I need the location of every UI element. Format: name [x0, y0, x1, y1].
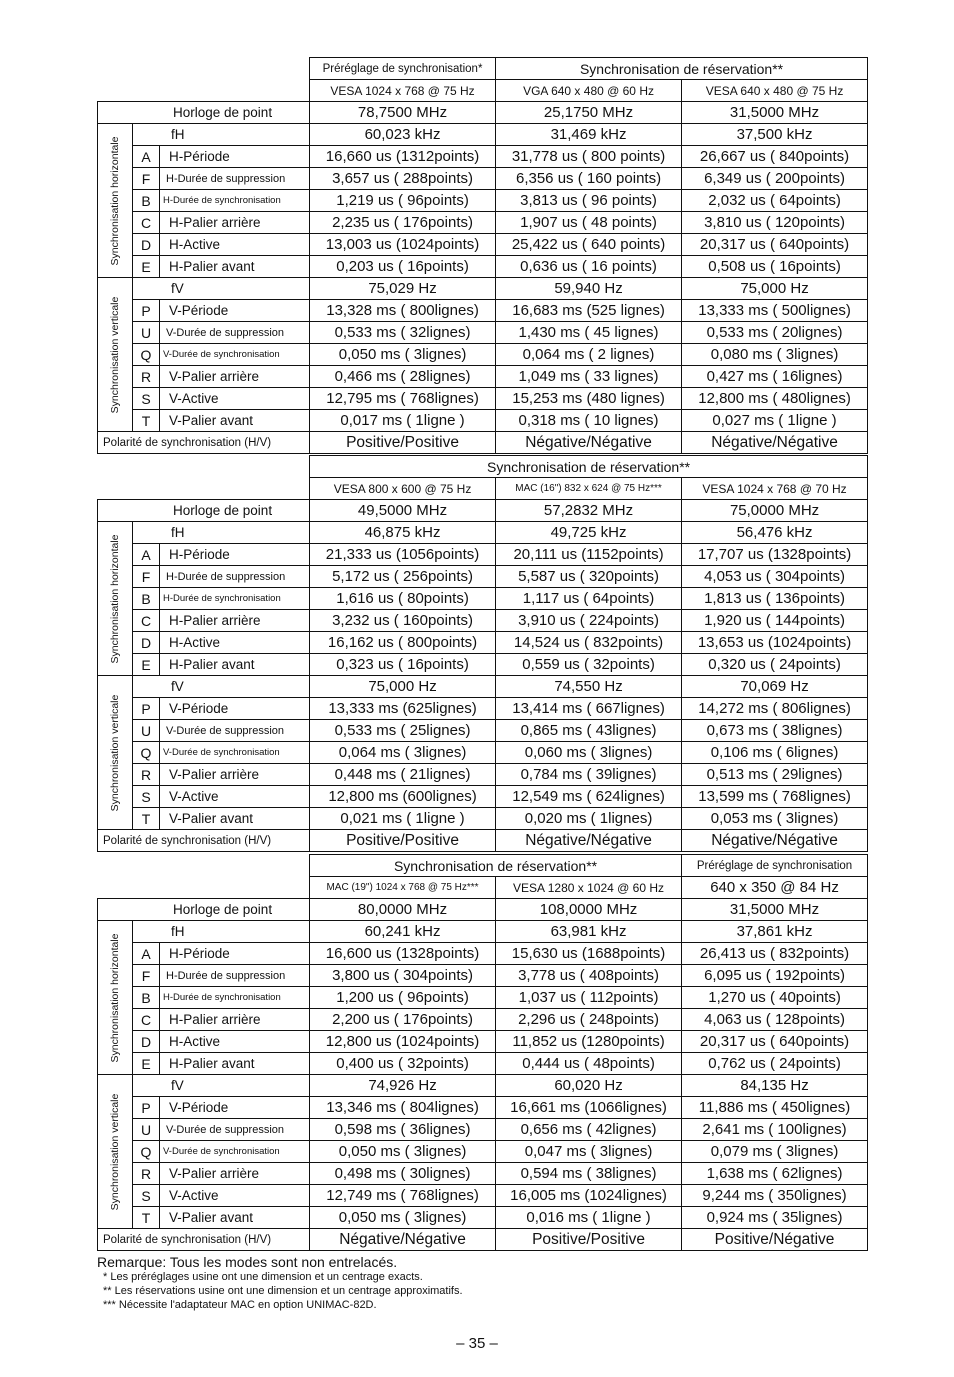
cell: 13,653 us (1024points) — [682, 632, 868, 654]
mode-header: VGA 640 x 480 @ 60 Hz — [496, 80, 682, 102]
fv-value: 75,000 Hz — [682, 278, 868, 300]
row-letter: B — [133, 190, 160, 212]
timing-table-3 — [97, 854, 868, 1251]
cell: 0,673 ms ( 38lignes) — [682, 720, 868, 742]
cell: 12,795 ms ( 768lignes) — [310, 388, 496, 410]
cell: 12,800 us (1024points) — [310, 1031, 496, 1053]
cell: 0,050 ms ( 3lignes) — [310, 1141, 496, 1163]
footnote: * Les préréglages usine ont une dimension et un centrage exacts. — [103, 1271, 423, 1283]
row-label: V-Active — [160, 786, 310, 808]
dot-clock-value: 75,0000 MHz — [682, 500, 868, 522]
row-letter: Q — [133, 1141, 160, 1163]
cell: 17,707 us (1328points) — [682, 544, 868, 566]
row-letter: Q — [133, 742, 160, 764]
fv-value: 59,940 Hz — [496, 278, 682, 300]
row-label: V-Durée de synchronisation — [160, 1141, 310, 1163]
cell: 0,020 ms ( 1lignes) — [496, 808, 682, 830]
cell: 3,800 us ( 304points) — [310, 965, 496, 987]
row-label: V-Durée de suppression — [160, 1119, 310, 1141]
cell: 3,810 us ( 120points) — [682, 212, 868, 234]
cell: 3,910 us ( 224points) — [496, 610, 682, 632]
cell: 20,317 us ( 640points) — [682, 1031, 868, 1053]
fh-value: 37,861 kHz — [682, 921, 868, 943]
footnote: ** Les réservations usine ont une dimension et un centrage approximatifs. — [103, 1285, 463, 1297]
row-letter: D — [133, 234, 160, 256]
row-letter: U — [133, 322, 160, 344]
row-label: H-Durée de suppression — [160, 168, 310, 190]
cell: 6,356 us ( 160 points) — [496, 168, 682, 190]
row-label: V-Durée de suppression — [160, 322, 310, 344]
polarity-label: Polarité de synchronisation (H/V) — [98, 1229, 310, 1251]
row-letter: S — [133, 388, 160, 410]
cell: 0,559 us ( 32points) — [496, 654, 682, 676]
polarity-value: Positive/Négative — [682, 1229, 868, 1251]
fh-value: 63,981 kHz — [496, 921, 682, 943]
cell: 13,599 ms ( 768lignes) — [682, 786, 868, 808]
cell: 2,296 us ( 248points) — [496, 1009, 682, 1031]
row-letter: U — [133, 1119, 160, 1141]
row-letter: S — [133, 786, 160, 808]
cell: 20,317 us ( 640points) — [682, 234, 868, 256]
row-letter: D — [133, 1031, 160, 1053]
cell: 2,235 us ( 176points) — [310, 212, 496, 234]
row-label: H-Palier avant — [160, 256, 310, 278]
polarity-label: Polarité de synchronisation (H/V) — [98, 432, 310, 454]
cell: 0,064 ms ( 2 lignes) — [496, 344, 682, 366]
row-label: V-Durée de suppression — [160, 720, 310, 742]
fh-label: fH — [133, 124, 310, 146]
fv-label: fV — [133, 278, 310, 300]
cell: 15,630 us (1688points) — [496, 943, 682, 965]
cell: 1,270 us ( 40points) — [682, 987, 868, 1009]
row-letter: F — [133, 566, 160, 588]
row-label: H-Durée de synchronisation — [160, 190, 310, 212]
row-letter: R — [133, 1163, 160, 1185]
cell: 25,422 us ( 640 points) — [496, 234, 682, 256]
row-label: H-Active — [160, 234, 310, 256]
cell: 2,032 us ( 64points) — [682, 190, 868, 212]
cell: 0,762 us ( 24points) — [682, 1053, 868, 1075]
fh-label: fH — [133, 921, 310, 943]
cell: 0,079 ms ( 3lignes) — [682, 1141, 868, 1163]
row-label: H-Palier avant — [160, 654, 310, 676]
cell: 0,050 ms ( 3lignes) — [310, 344, 496, 366]
row-label: V-Durée de synchronisation — [160, 344, 310, 366]
cell: 16,005 ms (1024lignes) — [496, 1185, 682, 1207]
cell: 1,117 us ( 64points) — [496, 588, 682, 610]
cell: 1,049 ms ( 33 lignes) — [496, 366, 682, 388]
fh-value: 60,023 kHz — [310, 124, 496, 146]
row-label: H-Active — [160, 1031, 310, 1053]
cell: 1,813 us ( 136points) — [682, 588, 868, 610]
cell: 3,657 us ( 288points) — [310, 168, 496, 190]
cell: 1,907 us ( 48 points) — [496, 212, 682, 234]
cell: 0,636 us ( 16 points) — [496, 256, 682, 278]
cell: 1,616 us ( 80points) — [310, 588, 496, 610]
row-label: H-Période — [160, 146, 310, 168]
cell: 1,200 us ( 96points) — [310, 987, 496, 1009]
row-letter: E — [133, 1053, 160, 1075]
row-label: V-Palier arrière — [160, 366, 310, 388]
row-label: V-Palier avant — [160, 1207, 310, 1229]
cell: 6,349 us ( 200points) — [682, 168, 868, 190]
cell: 1,037 us ( 112points) — [496, 987, 682, 1009]
v-sync-group-label: Synchronisation verticale — [98, 1075, 133, 1229]
cell: 0,323 us ( 16points) — [310, 654, 496, 676]
row-label: H-Période — [160, 544, 310, 566]
mode-header: VESA 1024 x 768 @ 75 Hz — [310, 80, 496, 102]
h-sync-group-label: Synchronisation horizontale — [98, 124, 133, 278]
fh-value: 49,725 kHz — [496, 522, 682, 544]
row-letter: B — [133, 588, 160, 610]
cell: 16,660 us (1312points) — [310, 146, 496, 168]
mode-header: MAC (16") 832 x 624 @ 75 Hz*** — [496, 478, 682, 500]
row-label: H-Palier arrière — [160, 610, 310, 632]
row-letter: A — [133, 943, 160, 965]
cell: 0,047 ms ( 3lignes) — [496, 1141, 682, 1163]
cell: 4,053 us ( 304points) — [682, 566, 868, 588]
cell: 0,784 ms ( 39lignes) — [496, 764, 682, 786]
cell: 0,427 ms ( 16lignes) — [682, 366, 868, 388]
polarity-value: Positive/Positive — [496, 1229, 682, 1251]
fh-value: 60,241 kHz — [310, 921, 496, 943]
cell: 13,003 us (1024points) — [310, 234, 496, 256]
cell: 16,683 ms (525 lignes) — [496, 300, 682, 322]
row-label: V-Palier avant — [160, 808, 310, 830]
cell: 0,598 ms ( 36lignes) — [310, 1119, 496, 1141]
cell: 14,272 ms ( 806lignes) — [682, 698, 868, 720]
fh-value: 37,500 kHz — [682, 124, 868, 146]
cell: 13,333 ms (625lignes) — [310, 698, 496, 720]
polarity-value: Positive/Positive — [310, 432, 496, 454]
cell: 13,333 ms ( 500lignes) — [682, 300, 868, 322]
dot-clock-value: 78,7500 MHz — [310, 102, 496, 124]
row-letter: C — [133, 610, 160, 632]
cell: 26,413 us ( 832points) — [682, 943, 868, 965]
row-label: V-Période — [160, 1097, 310, 1119]
polarity-label: Polarité de synchronisation (H/V) — [98, 830, 310, 852]
cell: 11,886 ms ( 450lignes) — [682, 1097, 868, 1119]
v-sync-group-label: Synchronisation verticale — [98, 676, 133, 830]
polarity-value: Négative/Négative — [496, 432, 682, 454]
cell: 21,333 us (1056points) — [310, 544, 496, 566]
row-label: V-Palier arrière — [160, 1163, 310, 1185]
cell: 16,600 us (1328points) — [310, 943, 496, 965]
notes — [97, 1254, 877, 1312]
fv-value: 75,000 Hz — [310, 676, 496, 698]
cell: 0,498 ms ( 30lignes) — [310, 1163, 496, 1185]
cell: 0,064 ms ( 3lignes) — [310, 742, 496, 764]
row-letter: F — [133, 965, 160, 987]
row-letter: C — [133, 212, 160, 234]
cell: 0,466 ms ( 28lignes) — [310, 366, 496, 388]
cell: 26,667 us ( 840points) — [682, 146, 868, 168]
row-label: H-Période — [160, 943, 310, 965]
row-letter: B — [133, 987, 160, 1009]
cell: 3,778 us ( 408points) — [496, 965, 682, 987]
fh-value: 56,476 kHz — [682, 522, 868, 544]
fv-label: fV — [133, 1075, 310, 1097]
row-label: V-Palier arrière — [160, 764, 310, 786]
cell: 1,430 ms ( 45 lignes) — [496, 322, 682, 344]
cell: 5,172 us ( 256points) — [310, 566, 496, 588]
row-letter: A — [133, 544, 160, 566]
mode-header: VESA 800 x 600 @ 75 Hz — [310, 478, 496, 500]
row-letter: R — [133, 764, 160, 786]
polarity-value: Négative/Négative — [682, 830, 868, 852]
cell: 4,063 us ( 128points) — [682, 1009, 868, 1031]
row-label: H-Durée de synchronisation — [160, 588, 310, 610]
mode-header: 640 x 350 @ 84 Hz — [682, 877, 868, 899]
row-letter: T — [133, 1207, 160, 1229]
row-label: H-Palier arrière — [160, 1009, 310, 1031]
cell: 0,320 us ( 24points) — [682, 654, 868, 676]
cell: 0,865 ms ( 43lignes) — [496, 720, 682, 742]
dot-clock-label: Horloge de point — [98, 500, 310, 522]
cell: 0,080 ms ( 3lignes) — [682, 344, 868, 366]
fv-value: 74,550 Hz — [496, 676, 682, 698]
cell: 9,244 ms ( 350lignes) — [682, 1185, 868, 1207]
row-letter: F — [133, 168, 160, 190]
cell: 13,346 ms ( 804lignes) — [310, 1097, 496, 1119]
cell: 1,638 ms ( 62lignes) — [682, 1163, 868, 1185]
cell: 0,050 ms ( 3lignes) — [310, 1207, 496, 1229]
cell: 3,232 us ( 160points) — [310, 610, 496, 632]
row-label: H-Palier arrière — [160, 212, 310, 234]
dot-clock-value: 31,5000 MHz — [682, 102, 868, 124]
cell: 0,017 ms ( 1ligne ) — [310, 410, 496, 432]
dot-clock-value: 49,5000 MHz — [310, 500, 496, 522]
cell: 6,095 us ( 192points) — [682, 965, 868, 987]
cell: 0,106 ms ( 6lignes) — [682, 742, 868, 764]
row-label: H-Active — [160, 632, 310, 654]
dot-clock-value: 80,0000 MHz — [310, 899, 496, 921]
fv-value: 74,926 Hz — [310, 1075, 496, 1097]
cell: 0,594 ms ( 38lignes) — [496, 1163, 682, 1185]
cell: 0,508 us ( 16points) — [682, 256, 868, 278]
row-label: V-Active — [160, 388, 310, 410]
row-letter: P — [133, 698, 160, 720]
row-letter: E — [133, 256, 160, 278]
cell: 16,661 ms (1066lignes) — [496, 1097, 682, 1119]
preset-group-label: Préréglage de synchronisation — [682, 855, 868, 877]
fv-value: 70,069 Hz — [682, 676, 868, 698]
cell: 12,549 ms ( 624lignes) — [496, 786, 682, 808]
row-label: H-Palier avant — [160, 1053, 310, 1075]
polarity-value: Négative/Négative — [496, 830, 682, 852]
row-letter: T — [133, 808, 160, 830]
cell: 2,200 us ( 176points) — [310, 1009, 496, 1031]
mode-header: MAC (19") 1024 x 768 @ 75 Hz*** — [310, 877, 496, 899]
cell: 0,924 ms ( 35lignes) — [682, 1207, 868, 1229]
mode-header: VESA 640 x 480 @ 75 Hz — [682, 80, 868, 102]
preset-group-label: Préréglage de synchronisation* — [310, 58, 496, 80]
cell: 0,400 us ( 32points) — [310, 1053, 496, 1075]
cell: 31,778 us ( 800 points) — [496, 146, 682, 168]
fh-value: 46,875 kHz — [310, 522, 496, 544]
page-number: – 35 – — [456, 1335, 498, 1352]
row-label: V-Active — [160, 1185, 310, 1207]
dot-clock-value: 57,2832 MHz — [496, 500, 682, 522]
fv-value: 75,029 Hz — [310, 278, 496, 300]
cell: 0,060 ms ( 3lignes) — [496, 742, 682, 764]
dot-clock-label: Horloge de point — [98, 899, 310, 921]
cell: 0,016 ms ( 1ligne ) — [496, 1207, 682, 1229]
cell: 13,328 ms ( 800lignes) — [310, 300, 496, 322]
cell: 16,162 us ( 800points) — [310, 632, 496, 654]
fv-label: fV — [133, 676, 310, 698]
cell: 0,533 ms ( 25lignes) — [310, 720, 496, 742]
footnote: *** Nécessite l'adaptateur MAC en option UNIMAC-82D. — [103, 1299, 377, 1311]
row-label: H-Durée de suppression — [160, 965, 310, 987]
cell: 0,444 us ( 48points) — [496, 1053, 682, 1075]
row-letter: D — [133, 632, 160, 654]
cell: 12,800 ms ( 480lignes) — [682, 388, 868, 410]
row-label: H-Durée de suppression — [160, 566, 310, 588]
reservation-group-label: Synchronisation de réservation** — [496, 58, 868, 80]
cell: 1,920 us ( 144points) — [682, 610, 868, 632]
cell: 12,800 ms (600lignes) — [310, 786, 496, 808]
dot-clock-label: Horloge de point — [98, 102, 310, 124]
row-letter: A — [133, 146, 160, 168]
timing-table-1 — [97, 57, 868, 454]
mode-header: VESA 1024 x 768 @ 70 Hz — [682, 478, 868, 500]
row-letter: T — [133, 410, 160, 432]
polarity-value: Positive/Positive — [310, 830, 496, 852]
cell: 0,027 ms ( 1ligne ) — [682, 410, 868, 432]
fv-value: 84,135 Hz — [682, 1075, 868, 1097]
row-label: V-Période — [160, 300, 310, 322]
dot-clock-value: 31,5000 MHz — [682, 899, 868, 921]
dot-clock-value: 25,1750 MHz — [496, 102, 682, 124]
v-sync-group-label: Synchronisation verticale — [98, 278, 133, 432]
polarity-value: Négative/Négative — [682, 432, 868, 454]
row-letter: S — [133, 1185, 160, 1207]
cell: 0,533 ms ( 20lignes) — [682, 322, 868, 344]
fh-label: fH — [133, 522, 310, 544]
h-sync-group-label: Synchronisation horizontale — [98, 921, 133, 1075]
cell: 14,524 us ( 832points) — [496, 632, 682, 654]
row-label: H-Durée de synchronisation — [160, 987, 310, 1009]
cell: 12,749 ms ( 768lignes) — [310, 1185, 496, 1207]
row-letter: U — [133, 720, 160, 742]
cell: 0,533 ms ( 32lignes) — [310, 322, 496, 344]
reservation-group-label: Synchronisation de réservation** — [310, 855, 682, 877]
fh-value: 31,469 kHz — [496, 124, 682, 146]
mode-header: VESA 1280 x 1024 @ 60 Hz — [496, 877, 682, 899]
row-letter: E — [133, 654, 160, 676]
row-letter: P — [133, 300, 160, 322]
row-label: V-Palier avant — [160, 410, 310, 432]
row-label: V-Durée de synchronisation — [160, 742, 310, 764]
row-letter: C — [133, 1009, 160, 1031]
cell: 0,203 us ( 16points) — [310, 256, 496, 278]
cell: 0,448 ms ( 21lignes) — [310, 764, 496, 786]
cell: 20,111 us (1152points) — [496, 544, 682, 566]
row-letter: P — [133, 1097, 160, 1119]
cell: 13,414 ms ( 667lignes) — [496, 698, 682, 720]
remark: Remarque: Tous les modes sont non entrelacés. — [97, 1254, 398, 1270]
cell: 0,656 ms ( 42lignes) — [496, 1119, 682, 1141]
cell: 0,053 ms ( 3lignes) — [682, 808, 868, 830]
cell: 0,021 ms ( 1ligne ) — [310, 808, 496, 830]
cell: 11,852 us (1280points) — [496, 1031, 682, 1053]
row-label: V-Période — [160, 698, 310, 720]
cell: 2,641 ms ( 100lignes) — [682, 1119, 868, 1141]
reservation-group-label: Synchronisation de réservation** — [310, 456, 868, 478]
cell: 1,219 us ( 96points) — [310, 190, 496, 212]
dot-clock-value: 108,0000 MHz — [496, 899, 682, 921]
cell: 3,813 us ( 96 points) — [496, 190, 682, 212]
cell: 0,318 ms ( 10 lignes) — [496, 410, 682, 432]
cell: 0,513 ms ( 29lignes) — [682, 764, 868, 786]
cell: 5,587 us ( 320points) — [496, 566, 682, 588]
timing-table-2 — [97, 455, 868, 852]
polarity-value: Négative/Négative — [310, 1229, 496, 1251]
row-letter: R — [133, 366, 160, 388]
cell: 15,253 ms (480 lignes) — [496, 388, 682, 410]
row-letter: Q — [133, 344, 160, 366]
fv-value: 60,020 Hz — [496, 1075, 682, 1097]
h-sync-group-label: Synchronisation horizontale — [98, 522, 133, 676]
